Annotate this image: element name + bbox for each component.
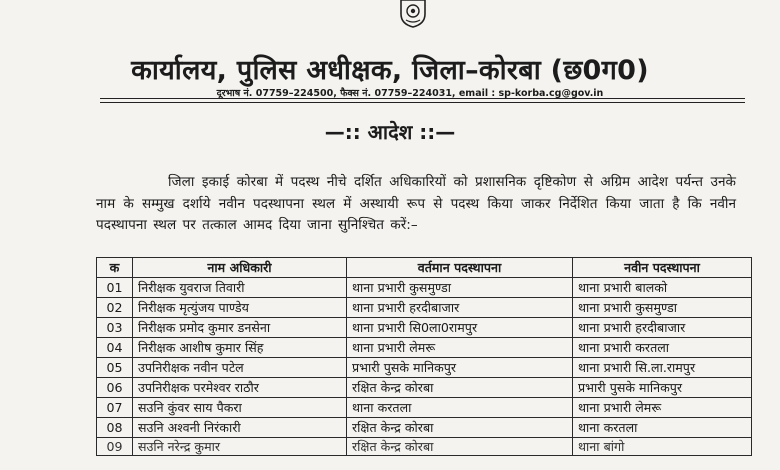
new-posting-cell: प्रभारी पुसके मानिकपुर [573,378,752,398]
table-row [97,358,752,378]
table-row [97,338,752,358]
officer-name-cell: सउनि नरेन्द्र कुमार [133,438,347,456]
new-posting-cell: थाना प्रभारी करतला [573,338,752,358]
table-row [97,418,752,438]
serial-cell: 05 [97,358,133,378]
serial-cell: 08 [97,418,133,438]
column-header-officer-name: नाम अधिकारी [133,258,347,278]
new-posting-cell: थाना प्रभारी कुसमुण्डा [573,298,752,318]
table-row [97,398,752,418]
current-posting-cell: थाना प्रभारी सि0ला0रामपुर [347,318,573,338]
current-posting-cell: थाना प्रभारी लेमरू [347,338,573,358]
order-paragraph: जिला इकाई कोरबा में पदस्थ नीचे दर्शित अधिकारियों को प्रशासनिक दृष्टिकोण से अग्रिम आदेश पर्यन्त उनके नाम के सम्मुख दर्शाये नवीन पदस्थापना स्थल में अस्थायी रूप से पदस्थ किया जाकर निर्देशित किया जाता है कि नवीन पदस्थापना स्थल पर तत्काल आमद दिया जाना सुनिश्चित करें:– [96,174,736,233]
officer-name-cell: सउनि कुंवर साय पैकरा [133,398,347,418]
officer-name-cell: उपनिरीक्षक नवीन पटेल [133,358,347,378]
order-heading: —:: आदेश ::— [324,120,456,144]
current-posting-cell: थाना करतला [347,398,573,418]
officer-name-cell: उपनिरीक्षक परमेश्वर राठौर [133,378,347,398]
contact-line: दूरभाष नं. 07759–224500, फैक्स नं. 07759–224031, email : sp-korba.cg@gov.in [216,88,604,99]
serial-cell: 06 [97,378,133,398]
new-posting-cell: थाना प्रभारी बालको [573,278,752,298]
current-posting-cell: थाना प्रभारी हरदीबाजार [347,298,573,318]
serial-cell: 09 [97,438,133,456]
officer-name-cell: निरीक्षक आशीष कुमार सिंह [133,338,347,358]
table-header-row [97,258,752,278]
serial-cell: 03 [97,318,133,338]
current-posting-cell: रक्षित केन्द्र कोरबा [347,418,573,438]
new-posting-cell: थाना प्रभारी हरदीबाजार [573,318,752,338]
table-row [97,298,752,318]
table-row [97,378,752,398]
officer-name-cell: निरीक्षक प्रमोद कुमार डनसेना [133,318,347,338]
header-divider-secondary [100,102,745,103]
serial-cell: 01 [97,278,133,298]
office-title: कार्यालय, पुलिस अधीक्षक, जिला–कोरबा (छ0ग0) [131,55,649,86]
serial-cell: 04 [97,338,133,358]
column-header-serial: क [97,258,133,278]
new-posting-cell: थाना प्रभारी सि.ला.रामपुर [573,358,752,378]
current-posting-cell: रक्षित केन्द्र कोरबा [347,378,573,398]
serial-cell: 07 [97,398,133,418]
table-row [97,278,752,298]
new-posting-cell: थाना प्रभारी लेमरू [573,398,752,418]
officer-name-cell: निरीक्षक मृत्युंजय पाण्डेय [133,298,347,318]
column-header-new-posting: नवीन पदस्थापना [573,258,752,278]
officer-name-cell: निरीक्षक युवराज तिवारी [133,278,347,298]
new-posting-cell: थाना करतला [573,418,752,438]
table-row-partial [97,438,752,456]
new-posting-cell: थाना बांगो [573,438,752,456]
column-header-current-posting: वर्तमान पदस्थापना [347,258,573,278]
current-posting-cell: रक्षित केन्द्र कोरबा [347,438,573,456]
current-posting-cell: प्रभारी पुसके मानिकपुर [347,358,573,378]
officer-name-cell: सउनि अश्वनी निरंकारी [133,418,347,438]
transfer-table [96,257,752,456]
header-divider [100,98,745,99]
current-posting-cell: थाना प्रभारी कुसमुण्डा [347,278,573,298]
serial-cell: 02 [97,298,133,318]
table-row [97,318,752,338]
police-emblem-icon [398,0,428,28]
